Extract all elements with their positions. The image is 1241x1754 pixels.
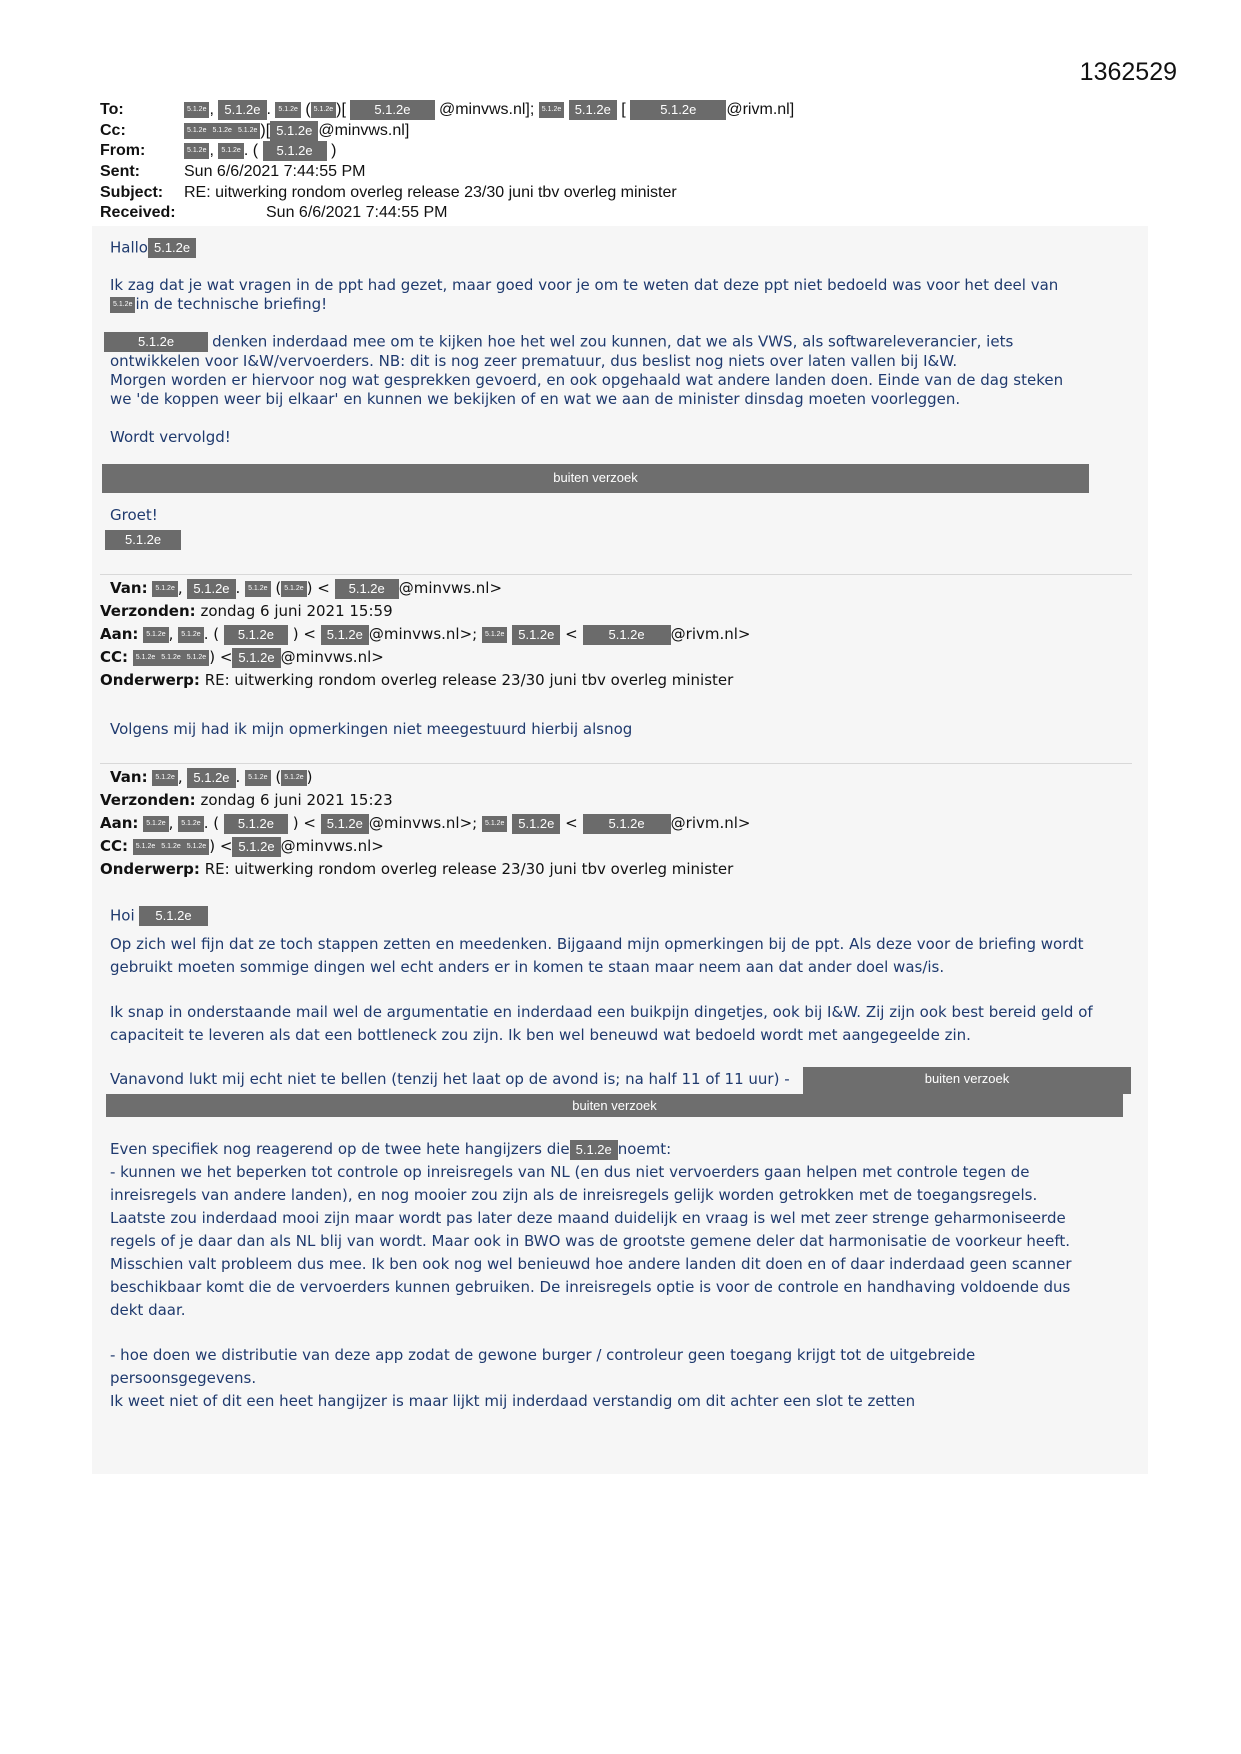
mail2-onderwerp xyxy=(100,669,733,691)
redaction-box: 5.1.2e xyxy=(187,768,235,788)
redaction-box: 5.1.2e xyxy=(275,102,300,118)
redaction-box: 5.1.2e xyxy=(263,141,327,161)
text-line: gebruikt moeten sommige dingen wel echt anders er in komen te staan maar neem aan dat ander doel was/is. xyxy=(110,958,945,976)
received-label: Received: xyxy=(100,204,176,222)
text-line: Ik snap in onderstaande mail wel de argumentatie en inderdaad een buikpijn dingetjes, ook bij I&W. Zij zijn ook best bereid geld of xyxy=(110,1003,1093,1021)
signature-line xyxy=(105,530,181,550)
sent-label: Sent: xyxy=(100,163,140,181)
redaction-box: 5.1.2e xyxy=(321,625,369,645)
mail3-paragraph-1 xyxy=(110,933,1130,979)
van-label: Van: xyxy=(110,768,148,786)
mail2-aan: Aan: 5.1.2e , 5.1.2e . ( 5.1.2e ) < 5.1.2e @minvws.nl>; 5.1.2e 5.1.2e < 5.1.2e @rivm.nl> xyxy=(100,625,751,643)
mail3-cc: CC: 5.1.2e 5.1.2e 5.1.2e ) < 5.1.2e @minvws.nl> xyxy=(100,837,384,855)
redaction-box: 5.1.2e xyxy=(187,579,235,599)
paragraph-3: Wordt vervolgd! xyxy=(110,428,231,446)
aan-label: Aan: xyxy=(100,814,139,832)
cc-email: @minvws.nl> xyxy=(280,648,384,666)
paragraph-1 xyxy=(110,276,1130,314)
verzonden-value: zondag 6 juni 2021 15:23 xyxy=(200,791,393,809)
text-line: we 'de koppen weer bij elkaar' en kunnen we bekijken of en wat we aan de minister dinsdag moeten voorleggen. xyxy=(110,390,961,408)
redaction-box: 5.1.2e xyxy=(539,102,564,118)
onderwerp-label: Onderwerp: xyxy=(100,860,200,878)
aan-email-1: @minvws.nl>; xyxy=(368,625,478,643)
aan-email-2: @rivm.nl> xyxy=(670,814,751,832)
text-line xyxy=(110,1138,1130,1161)
verzonden-label: Verzonden: xyxy=(100,602,196,620)
redaction-box: 5.1.2e xyxy=(235,123,260,139)
redaction-box: 5.1.2e xyxy=(311,102,336,118)
received-value: Sun 6/6/2021 7:44:55 PM xyxy=(266,204,448,222)
redaction-box: 5.1.2e xyxy=(512,814,560,834)
greeting: Hoi xyxy=(110,906,135,925)
cc-email: @minvws.nl] xyxy=(318,121,410,139)
redaction-box: 5.1.2e xyxy=(110,297,135,313)
onderwerp-value: RE: uitwerking rondom overleg release 23/30 juni tbv overleg minister xyxy=(204,671,734,689)
redaction-box: 5.1.2e xyxy=(224,814,288,834)
van-label: Van: xyxy=(110,579,148,597)
verzonden-label: Verzonden: xyxy=(100,791,196,809)
onderwerp-label: Onderwerp: xyxy=(100,671,200,689)
redaction-box: 5.1.2e xyxy=(143,627,168,643)
text-line: Ik weet niet of dit een heet hangijzer is maar lijkt mij inderdaad verstandig om dit achter een slot te zetten xyxy=(110,1392,916,1410)
redaction-box: 5.1.2e xyxy=(184,839,209,855)
redaction-box: 5.1.2e xyxy=(245,770,270,786)
redaction-box: 5.1.2e xyxy=(482,816,507,832)
redaction-box: 5.1.2e xyxy=(184,123,209,139)
from-label: From: xyxy=(100,142,146,160)
subject-value: RE: uitwerking rondom overleg release 23/30 juni tbv overleg minister xyxy=(184,183,677,201)
mail3-van: Van: 5.1.2e , 5.1.2e . 5.1.2e ( 5.1.2e ) xyxy=(110,768,313,786)
redaction-box: 5.1.2e xyxy=(224,625,288,645)
mail2-body: Volgens mij had ik mijn opmerkingen niet meegestuurd hierbij alsnog xyxy=(110,720,633,738)
onderwerp-value: RE: uitwerking rondom overleg release 23/30 juni tbv overleg minister xyxy=(204,860,734,878)
mail2-verzonden xyxy=(100,600,393,622)
aan-label: Aan: xyxy=(100,625,139,643)
redaction-box: 5.1.2e xyxy=(218,100,266,120)
redaction-box: 5.1.2e xyxy=(209,123,234,139)
redaction-box: 5.1.2e xyxy=(281,770,306,786)
cc-label: CC: xyxy=(100,648,129,666)
redaction-box: 5.1.2e xyxy=(152,770,177,786)
redaction-box: 5.1.2e xyxy=(148,238,196,258)
van-email: @minvws.nl> xyxy=(398,579,503,597)
redaction-box: 5.1.2e xyxy=(281,581,306,597)
sent-value: Sun 6/6/2021 7:44:55 PM xyxy=(184,163,366,181)
subject-row xyxy=(100,183,794,204)
text-line: regels of je daar dan als NL blij van wordt. Maar ook in BWO was de grootste gemene deler dat harmonisatie de voorkeur heeft. xyxy=(110,1232,1071,1250)
redaction-bar: buiten verzoek xyxy=(102,464,1089,493)
text-line: - kunnen we het beperken tot controle op inreisregels van NL (en dus niet vervoerders gaan helpen met controle tegen de xyxy=(110,1163,1030,1181)
email-header xyxy=(100,100,794,224)
text-line xyxy=(110,295,1130,314)
text-line: Misschien valt probleem dus mee. Ik ben ook nog wel benieuwd hoe andere landen dit doen en of daar inderdaad geen scanner xyxy=(110,1255,1072,1273)
to-email-2: @rivm.nl] xyxy=(726,101,795,119)
redaction-box: 5.1.2e xyxy=(583,625,671,645)
text-span: Even specifiek nog reagerend op de twee hete hangijzers die xyxy=(110,1140,570,1158)
redaction-box: 5.1.2e xyxy=(335,579,399,599)
text-line: - hoe doen we distributie van deze app zodat de gewone burger / controleur geen toegang krijgt tot de uitgebreide xyxy=(110,1346,976,1364)
text-line: Morgen worden er hiervoor nog wat gesprekken gevoerd, en ook opgehaald wat andere landen doen. Einde van de dag steken xyxy=(110,371,1064,389)
mail3-paragraph-4 xyxy=(110,1138,1130,1322)
mail3-paragraph-5 xyxy=(110,1344,1130,1413)
cc-label: Cc: xyxy=(100,121,126,139)
to-email-1: @minvws.nl]; xyxy=(438,101,535,119)
text-line: ontwikkelen voor I&W/vervoerders. NB: dit is nog zeer prematuur, dus beslist nog niets over laten vallen bij I&W. xyxy=(110,352,958,370)
subject-label: Subject: xyxy=(100,183,164,201)
text-line: capaciteit te leveren als dat een bottleneck zou zijn. Ik ben wel beneuwd wat bedoeld wordt met aangegeelde zin. xyxy=(110,1026,971,1044)
redaction-box: 5.1.2e xyxy=(630,100,726,120)
redaction-box: 5.1.2e xyxy=(133,650,158,666)
redaction-box: 5.1.2e xyxy=(184,102,209,118)
text-line: dekt daar. xyxy=(110,1301,186,1319)
mail2-cc: CC: 5.1.2e 5.1.2e 5.1.2e ) < 5.1.2e @minvws.nl> xyxy=(100,648,384,666)
divider xyxy=(100,574,1132,575)
redaction-box: 5.1.2e xyxy=(184,143,209,159)
redaction-box: 5.1.2e xyxy=(482,627,507,643)
redaction-box: 5.1.2e xyxy=(152,581,177,597)
redaction-box: 5.1.2e xyxy=(105,530,181,550)
redaction-box: 5.1.2e xyxy=(184,650,209,666)
from-row xyxy=(100,141,794,162)
cc-value: 5.1.2e 5.1.2e 5.1.2e )[ 5.1.2e @minvws.nl] xyxy=(184,121,409,142)
text-span: noemt: xyxy=(617,1140,672,1158)
verzonden-value: zondag 6 juni 2021 15:59 xyxy=(200,602,393,620)
mail3-greeting xyxy=(110,906,1130,926)
text-line: inreisregels van andere landen), en nog mooier zou zijn als de inreisregels gelijk worden getrokken met de toegangsregels. xyxy=(110,1186,1038,1204)
redaction-box: 5.1.2e xyxy=(232,648,280,668)
redaction-bar: buiten verzoek xyxy=(106,1094,1123,1117)
redaction-box: 5.1.2e xyxy=(583,814,671,834)
redaction-box: 5.1.2e xyxy=(178,816,203,832)
redaction-box: 5.1.2e xyxy=(143,816,168,832)
mail3-paragraph-2 xyxy=(110,1001,1130,1047)
redaction-box: 5.1.2e xyxy=(158,650,183,666)
text-line: Laatste zou inderdaad mooi zijn maar wordt pas later deze maand duidelijk en vraag is wel met zeer strenge geharmoniseerde xyxy=(110,1209,1066,1227)
redaction-box: 5.1.2e xyxy=(104,332,208,352)
redaction-box: 5.1.2e xyxy=(232,837,280,857)
mail3-onderwerp xyxy=(100,858,733,880)
redaction-box: 5.1.2e xyxy=(158,839,183,855)
text-span: in de technische briefing! xyxy=(135,295,328,313)
redaction-box: 5.1.2e xyxy=(512,625,560,645)
redaction-box: 5.1.2e xyxy=(218,143,243,159)
mail2-van: Van: 5.1.2e , 5.1.2e . 5.1.2e ( 5.1.2e ) < 5.1.2e @minvws.nl> xyxy=(110,579,503,597)
redaction-box: 5.1.2e xyxy=(570,1140,618,1160)
divider xyxy=(100,763,1132,764)
text-line: beschikbaar komt die de vervoerders kunnen gebruiken. De inreisregels optie is voor de controle en handhaving voldoende dus xyxy=(110,1278,1071,1296)
redaction-box: 5.1.2e xyxy=(270,121,318,141)
received-row xyxy=(100,203,794,224)
greeting: Hallo xyxy=(110,238,148,257)
to-label: To: xyxy=(100,101,124,118)
to-value: 5.1.2e , 5.1.2e . 5.1.2e ( 5.1.2e )[ 5.1.2e @minvws.nl]; 5.1.2e 5.1.2e [ 5.1.2e @rivm.nl] xyxy=(184,100,794,121)
redaction-box: 5.1.2e xyxy=(178,627,203,643)
closing: Groet! xyxy=(110,506,158,524)
mail3-aan: Aan: 5.1.2e , 5.1.2e . ( 5.1.2e ) < 5.1.2e @minvws.nl>; 5.1.2e 5.1.2e < 5.1.2e @rivm.nl> xyxy=(100,814,751,832)
mail3-verzonden xyxy=(100,789,393,811)
text-line: persoonsgegevens. xyxy=(110,1369,257,1387)
redaction-box: 5.1.2e xyxy=(139,906,207,926)
aan-email-1: @minvws.nl>; xyxy=(368,814,478,832)
text-line: Op zich wel fijn dat ze toch stappen zetten en meedenken. Bijgaand mijn opmerkingen bij de ppt. Als deze voor de briefing wordt xyxy=(110,935,1084,953)
redaction-box: 5.1.2e xyxy=(569,100,617,120)
to-row xyxy=(100,100,794,121)
mail3-paragraph-3: Vanavond lukt mij echt niet te bellen (tenzij het laat op de avond is; na half 11 of 11 uur) - xyxy=(110,1070,790,1088)
redaction-box: 5.1.2e xyxy=(321,814,369,834)
cc-label: CC: xyxy=(100,837,129,855)
sent-row xyxy=(100,162,794,183)
text-span: denken inderdaad mee om te kijken hoe het wel zou kunnen, dat we als VWS, als softwareleverancier, iets xyxy=(212,332,1014,351)
text-line xyxy=(110,332,1130,352)
text-line: Ik zag dat je wat vragen in de ppt had gezet, maar goed voor je om te weten dat deze ppt niet bedoeld was voor het deel van xyxy=(110,276,1059,294)
document-number: 1362529 xyxy=(1079,58,1177,86)
aan-email-2: @rivm.nl> xyxy=(670,625,751,643)
redaction-box: 5.1.2e xyxy=(245,581,270,597)
redaction-box: 5.1.2e xyxy=(133,839,158,855)
from-value: 5.1.2e , 5.1.2e . ( 5.1.2e ) xyxy=(184,141,336,162)
cc-email: @minvws.nl> xyxy=(280,837,384,855)
redaction-box: 5.1.2e xyxy=(350,100,434,120)
paragraph-2 xyxy=(110,332,1130,409)
cc-row xyxy=(100,121,794,142)
greeting-line xyxy=(110,238,1130,258)
redaction-bar-inline: buiten verzoek xyxy=(803,1067,1131,1094)
